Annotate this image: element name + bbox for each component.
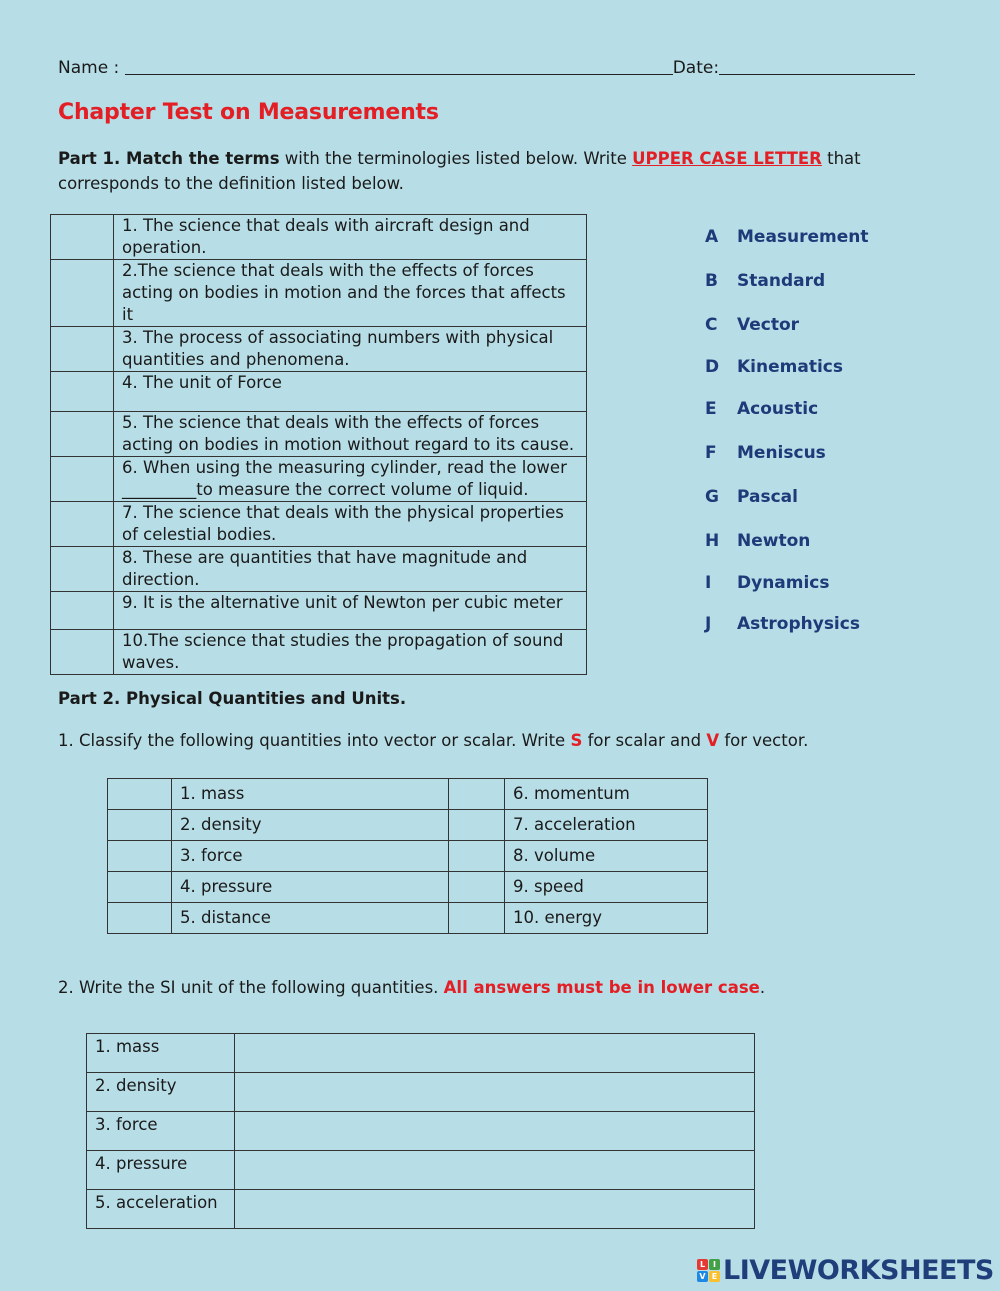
option-letter: A <box>705 227 719 247</box>
quantity-cell: 2. density <box>172 810 449 841</box>
option-term: Newton <box>737 531 811 551</box>
upper-case-emphasis: UPPER CASE LETTER <box>632 149 822 168</box>
answer-cell[interactable] <box>108 872 172 903</box>
definition-cell: 2.The science that deals with the effects of forces acting on bodies in motion and the forces that affects it <box>113 260 586 327</box>
page-title: Chapter Test on Measurements <box>58 100 439 125</box>
answer-cell[interactable] <box>235 1190 755 1229</box>
classification-table <box>107 778 708 934</box>
option-item <box>705 443 826 463</box>
logo-block: E <box>709 1271 720 1282</box>
quantity-cell: 2. density <box>87 1073 235 1112</box>
option-item <box>705 531 810 551</box>
answer-cell[interactable] <box>235 1073 755 1112</box>
liveworksheets-logo <box>697 1255 994 1285</box>
option-item <box>705 357 843 377</box>
quantity-cell: 1. mass <box>87 1034 235 1073</box>
logo-text: LIVEWORKSHEETS <box>723 1254 994 1286</box>
table-row <box>51 592 587 630</box>
option-term: Meniscus <box>737 443 826 463</box>
answer-cell[interactable] <box>449 779 505 810</box>
table-row <box>51 457 587 502</box>
definition-cell: 6. When using the measuring cylinder, read the lower _________to measure the correct volume of liquid. <box>113 457 586 502</box>
date-field[interactable] <box>719 58 915 75</box>
table-row <box>108 903 708 934</box>
table-row <box>108 779 708 810</box>
answer-cell[interactable] <box>51 547 114 592</box>
definition-cell: 10.The science that studies the propagation of sound waves. <box>113 630 586 675</box>
header-line <box>58 58 915 78</box>
table-row <box>51 215 587 260</box>
part2-q2-instructions: 2. Write the SI unit of the following quantities. All answers must be in lower case. <box>58 978 766 997</box>
option-letter: B <box>705 271 718 291</box>
table-row <box>87 1151 755 1190</box>
definition-cell: 5. The science that deals with the effects of forces acting on bodies in motion without regard to its cause. <box>113 412 586 457</box>
option-term: Kinematics <box>737 357 843 377</box>
quantity-cell: 3. force <box>172 841 449 872</box>
quantity-cell: 7. acceleration <box>505 810 708 841</box>
option-item <box>705 487 798 507</box>
option-item <box>705 315 799 335</box>
option-item <box>705 271 825 291</box>
answer-cell[interactable] <box>51 327 114 372</box>
part1-instructions: Part 1. Match the terms with the terminologies listed below. Write UPPER CASE LETTER that corresponds to the definition listed below. <box>58 149 861 193</box>
table-row <box>51 327 587 372</box>
option-letter: G <box>705 487 719 507</box>
answer-cell[interactable] <box>51 457 114 502</box>
definition-cell: 9. It is the alternative unit of Newton per cubic meter <box>113 592 586 630</box>
answer-cell[interactable] <box>108 810 172 841</box>
quantity-cell: 6. momentum <box>505 779 708 810</box>
part2-heading: Part 2. Physical Quantities and Units. <box>58 689 407 708</box>
table-row <box>87 1073 755 1112</box>
table-row <box>51 630 587 675</box>
si-unit-table <box>86 1033 755 1229</box>
definition-cell: 7. The science that deals with the physical properties of celestial bodies. <box>113 502 586 547</box>
answer-cell[interactable] <box>51 260 114 327</box>
answer-cell[interactable] <box>51 592 114 630</box>
name-label: Name : <box>58 58 120 78</box>
answer-cell[interactable] <box>51 502 114 547</box>
option-letter: D <box>705 357 720 377</box>
date-label: Date: <box>672 58 720 78</box>
quantity-cell: 4. pressure <box>172 872 449 903</box>
option-letter: I <box>705 573 712 593</box>
answer-cell[interactable] <box>51 412 114 457</box>
quantity-cell: 5. acceleration <box>87 1190 235 1229</box>
table-row <box>51 372 587 412</box>
option-term: Acoustic <box>737 399 819 419</box>
answer-cell[interactable] <box>449 903 505 934</box>
quantity-cell: 9. speed <box>505 872 708 903</box>
answer-cell[interactable] <box>108 903 172 934</box>
option-term: Vector <box>737 315 800 335</box>
logo-block: V <box>697 1271 708 1282</box>
definition-cell: 3. The process of associating numbers with physical quantities and phenomena. <box>113 327 586 372</box>
option-term: Standard <box>737 271 826 291</box>
option-term: Measurement <box>737 227 869 247</box>
answer-cell[interactable] <box>449 841 505 872</box>
table-row <box>108 841 708 872</box>
table-row <box>51 502 587 547</box>
option-letter: F <box>705 443 717 463</box>
logo-block: L <box>697 1259 708 1270</box>
part2-q1-instructions: 1. Classify the following quantities into vector or scalar. Write S for scalar and V for vector. <box>58 731 809 750</box>
answer-cell[interactable] <box>51 215 114 260</box>
name-field[interactable] <box>125 58 673 75</box>
option-item <box>705 573 830 593</box>
quantity-cell: 5. distance <box>172 903 449 934</box>
option-letter: H <box>705 531 720 551</box>
table-row <box>87 1034 755 1073</box>
quantity-cell: 10. energy <box>505 903 708 934</box>
definition-cell: 4. The unit of Force <box>113 372 586 412</box>
table-row <box>108 810 708 841</box>
definition-cell: 1. The science that deals with aircraft design and operation. <box>113 215 586 260</box>
quantity-cell: 3. force <box>87 1112 235 1151</box>
option-letter: J <box>705 614 712 634</box>
table-row <box>51 412 587 457</box>
quantity-cell: 1. mass <box>172 779 449 810</box>
logo-block: I <box>709 1259 720 1270</box>
option-letter: C <box>705 315 718 335</box>
answer-cell[interactable] <box>108 779 172 810</box>
quantity-cell: 8. volume <box>505 841 708 872</box>
table-row <box>108 872 708 903</box>
logo-blocks-icon <box>697 1259 720 1282</box>
quantity-cell: 4. pressure <box>87 1151 235 1190</box>
table-row <box>51 547 587 592</box>
table-row <box>87 1190 755 1229</box>
table-row <box>51 260 587 327</box>
option-term: Dynamics <box>737 573 830 593</box>
matching-table <box>50 214 587 675</box>
answer-cell[interactable] <box>51 630 114 675</box>
option-item <box>705 399 818 419</box>
option-term: Pascal <box>737 487 798 507</box>
answer-cell[interactable] <box>449 810 505 841</box>
part1-heading: Part 1. Match the terms <box>58 149 280 168</box>
option-item <box>705 614 860 634</box>
answer-cell[interactable] <box>449 872 505 903</box>
answer-cell[interactable] <box>235 1151 755 1190</box>
option-letter: E <box>705 399 717 419</box>
answer-cell[interactable] <box>235 1034 755 1073</box>
answer-cell[interactable] <box>51 372 114 412</box>
definition-cell: 8. These are quantities that have magnitude and direction. <box>113 547 586 592</box>
table-row <box>87 1112 755 1151</box>
answer-cell[interactable] <box>108 841 172 872</box>
option-item <box>705 227 869 247</box>
option-term: Astrophysics <box>737 614 860 634</box>
answer-cell[interactable] <box>235 1112 755 1151</box>
